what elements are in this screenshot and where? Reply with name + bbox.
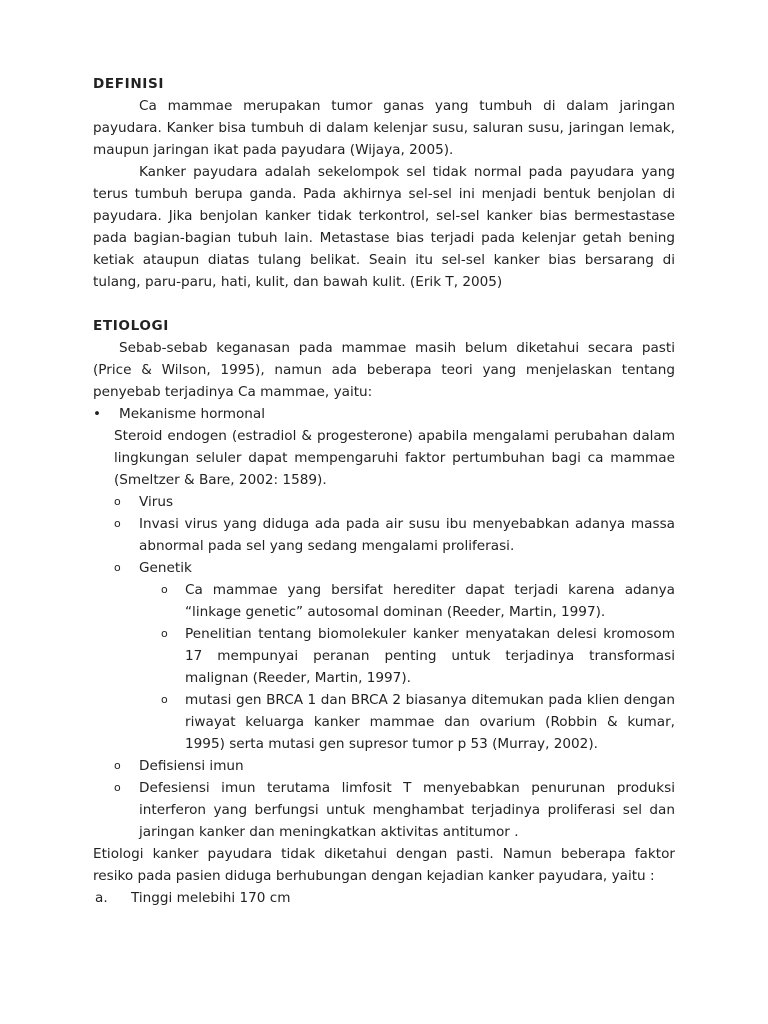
etiologi-closing-paragraph: Etiologi kanker payudara tidak diketahui dengan pasti. Namun beberapa faktor resiko pada pasien diduga berhubungan dengan kejadian kanker payudara, yaitu : [93, 846, 675, 884]
genetik-list-item [93, 579, 675, 623]
etiologi-intro-paragraph: Sebab-sebab keganasan pada mammae masih belum diketahui secara pasti (Price & Wilson, 1995), namun ada beberapa teori yang menjelaskan tentang penyebab terjadinya Ca mammae, yaitu: [93, 340, 675, 400]
bullet-icon: • [93, 406, 102, 422]
genetik-list-item [93, 689, 675, 755]
section-heading-etiologi: ETIOLOGI [93, 318, 169, 334]
circle-bullet-icon: o [114, 561, 121, 574]
definisi-paragraph-1: Ca mammae merupakan tumor ganas yang tumbuh di dalam jaringan payudara. Kanker bisa tumbuh di dalam kelenjar susu, saluran susu, jaringan lemak, maupun jaringan ikat pada payudara (Wijaya, 2005). [93, 98, 675, 158]
document-body [93, 73, 675, 909]
spacer [93, 293, 675, 315]
circle-bullet-icon: o [114, 517, 121, 530]
list-item-text: Penelitian tentang biomolekuler kanker menyatakan delesi kromosom 17 mempunyai peranan penting untuk terjadinya transformasi malignan (Reeder, Martin, 1997). [185, 626, 675, 686]
circle-bullet-icon: o [161, 627, 168, 640]
bullet-label: Mekanisme hormonal [119, 406, 266, 422]
list-item-text: Defisiensi imun [139, 758, 244, 774]
circle-bullet-icon: o [161, 583, 168, 596]
list-item-text: Virus [139, 494, 174, 510]
list-item [93, 557, 675, 579]
risk-factor-text: Tinggi melebihi 170 cm [131, 890, 291, 906]
circle-bullet-icon: o [114, 781, 121, 794]
circle-bullet-icon: o [161, 693, 168, 706]
section-heading-definisi: DEFINISI [93, 76, 164, 92]
list-item-text: Ca mammae yang bersifat herediter dapat terjadi karena adanya “linkage genetic” autosomal dominan (Reeder, Martin, 1997). [185, 582, 675, 620]
list-item [93, 491, 675, 513]
list-item [93, 513, 675, 557]
circle-bullet-icon: o [114, 495, 121, 508]
list-item [93, 755, 675, 777]
risk-factor-item [93, 887, 675, 909]
genetik-list-item [93, 623, 675, 689]
list-item-text: Invasi virus yang diduga ada pada air susu ibu menyebabkan adanya massa abnormal pada sel yang sedang mengalami proliferasi. [139, 516, 675, 554]
definisi-paragraph-2: Kanker payudara adalah sekelompok sel tidak normal pada payudara yang terus tumbuh berupa ganda. Pada akhirnya sel-sel ini menjadi bentuk benjolan di payudara. Jika benjolan kanker tidak terkontrol, sel-sel kanker bias bermestastase pada bagian-bagian tubuh lain. Metastase bias terjadi pada kelenjar getah bening ketiak ataupun diatas tulang belikat. Seain itu sel-sel kanker bias bersarang di tulang, paru-paru, hati, kulit, dan bawah kulit. (Erik T, 2005) [93, 164, 675, 290]
list-item-text: Genetik [139, 560, 192, 576]
list-item-text: mutasi gen BRCA 1 dan BRCA 2 biasanya ditemukan pada klien dengan riwayat keluarga kanker mammae dan ovarium (Robbin & kumar, 1995) serta mutasi gen supresor tumor p 53 (Murray, 2002). [185, 692, 675, 752]
bullet-item-hormonal [93, 403, 675, 425]
list-item [93, 777, 675, 843]
hormonal-description: Steroid endogen (estradiol & progesterone) apabila mengalami perubahan dalam lingkungan seluler dapat mempengaruhi faktor pertumbuhan bagi ca mammae (Smeltzer & Bare, 2002: 1589). [114, 428, 675, 488]
circle-bullet-icon: o [114, 759, 121, 772]
list-item-text: Defesiensi imun terutama limfosit T menyebabkan penurunan produksi interferon yang berfungsi untuk menghambat terjadinya proliferasi sel dan jaringan kanker dan meningkatkan aktivitas antitumor . [139, 780, 675, 840]
list-marker: a. [95, 890, 108, 906]
